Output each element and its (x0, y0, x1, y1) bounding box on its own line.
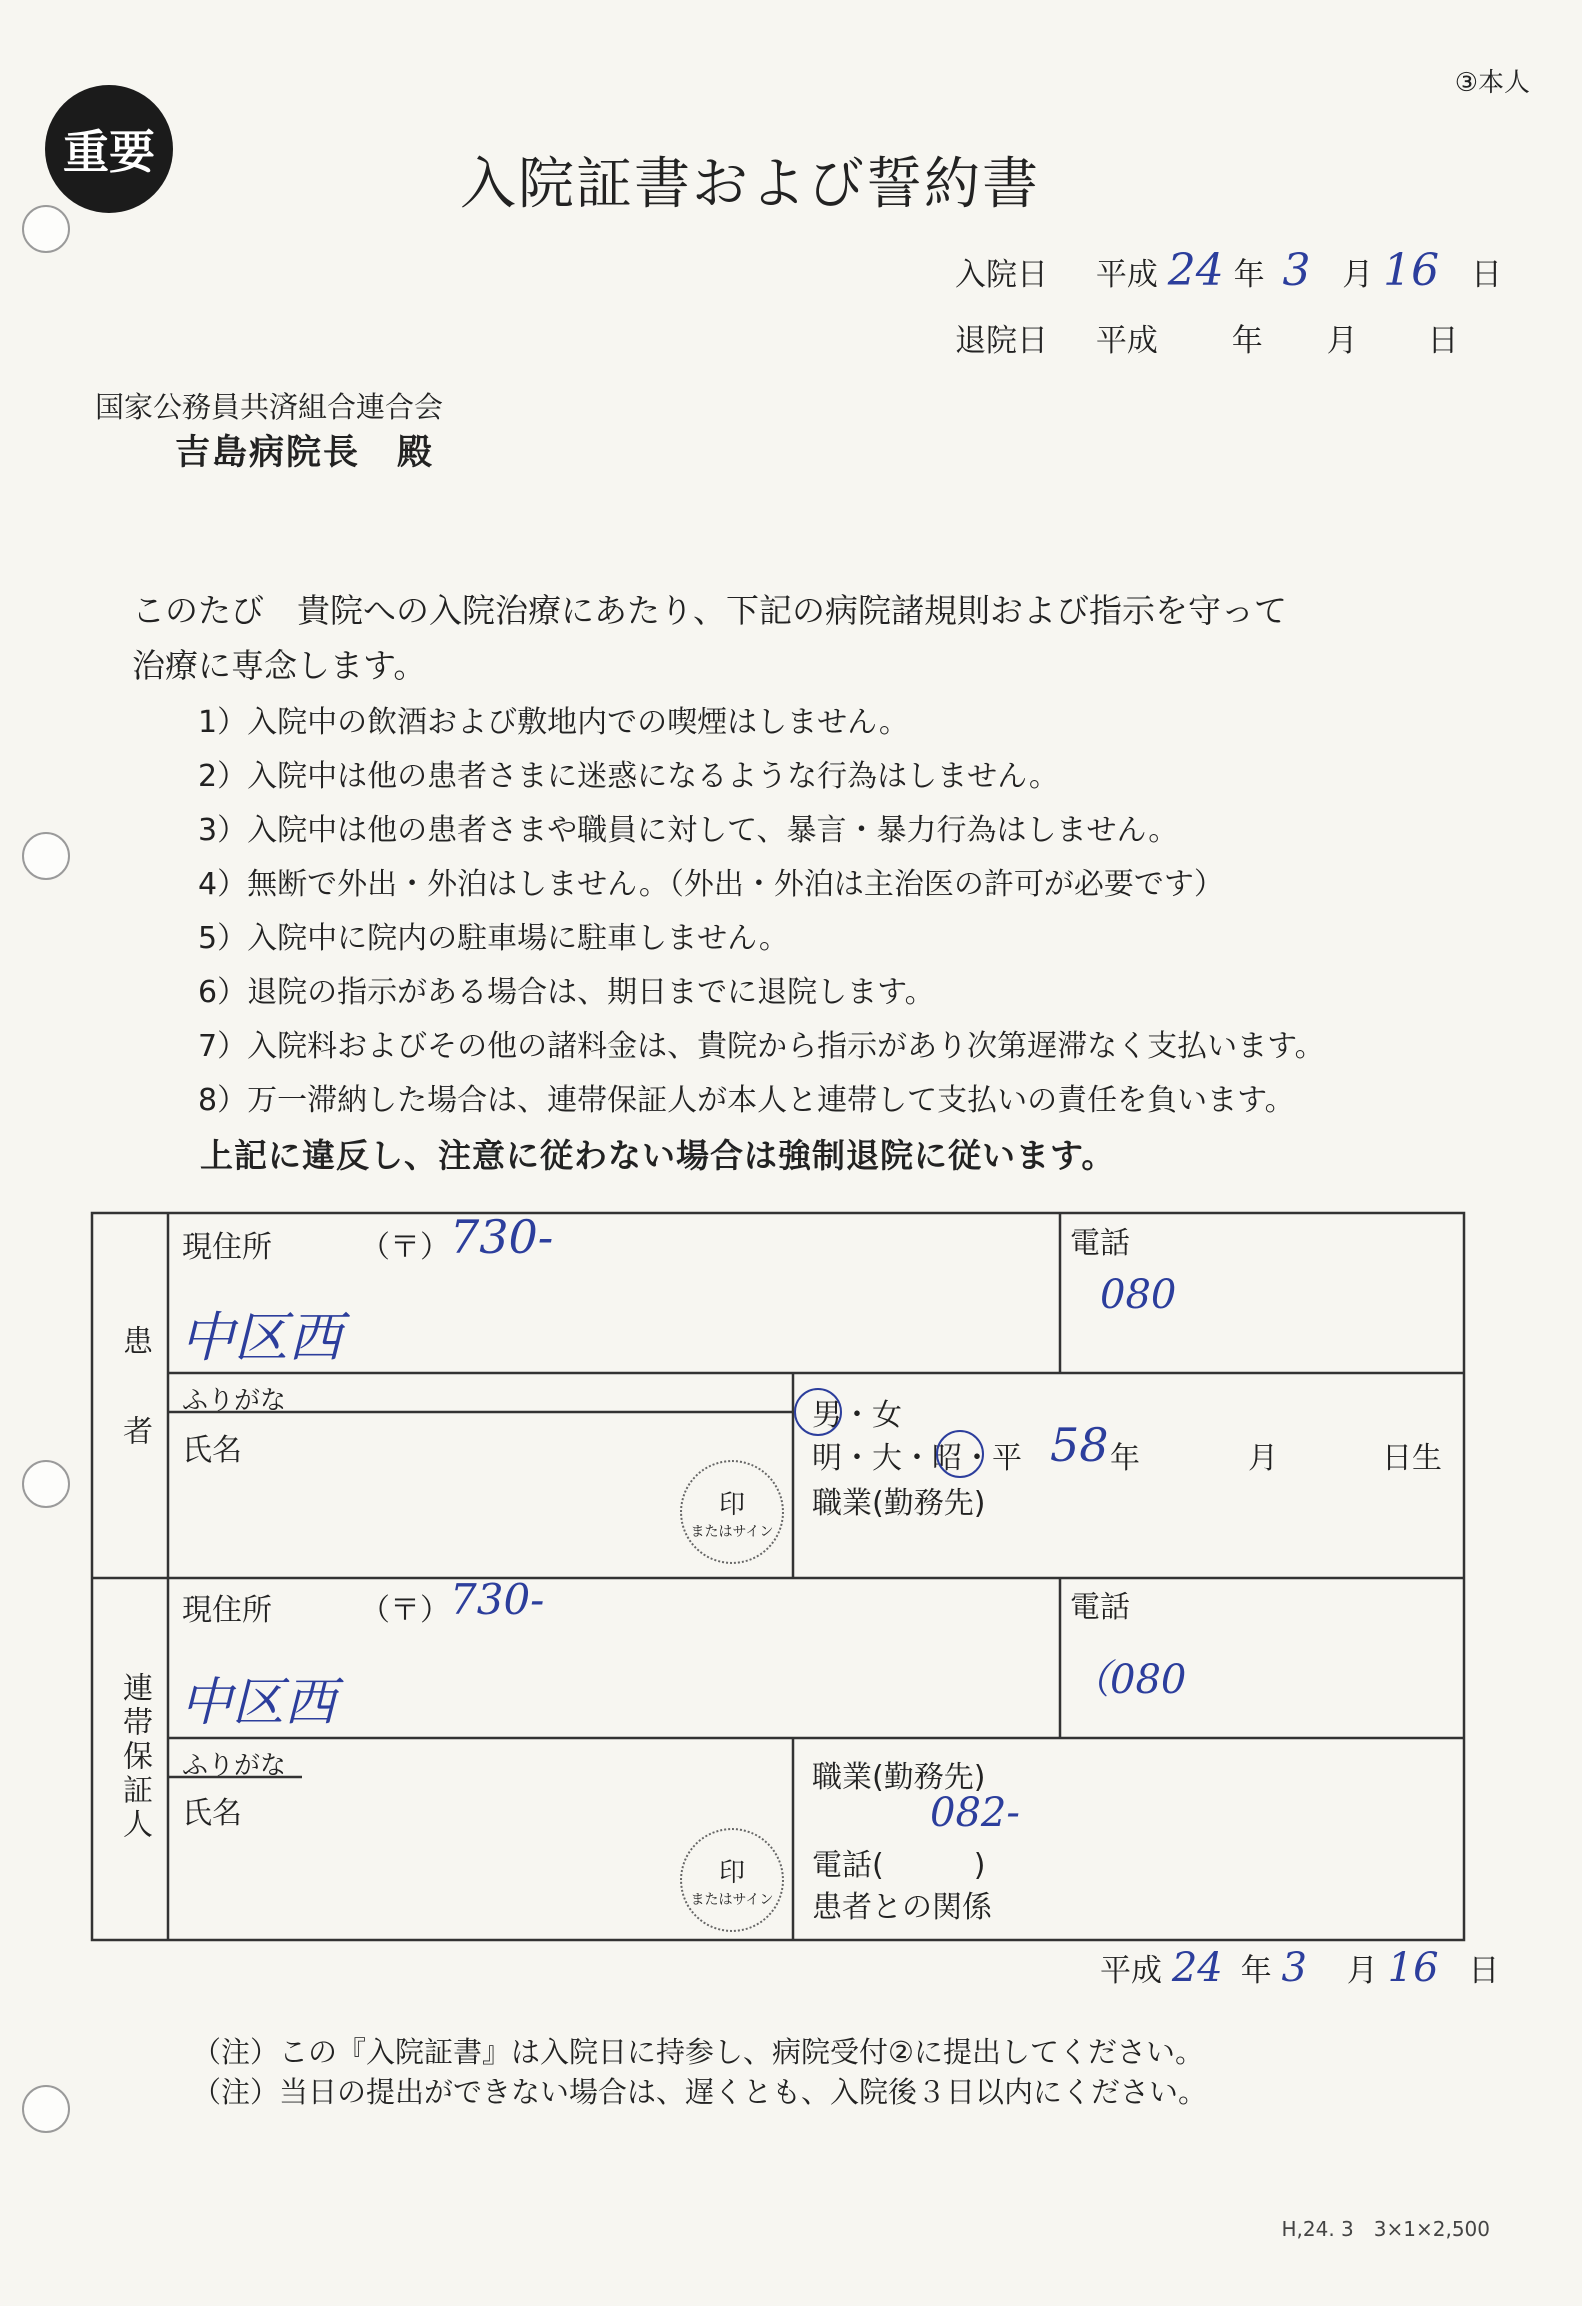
discharge-year-unit: 年 (1231, 323, 1263, 359)
guarantor-phone-label: 電話 (1070, 1590, 1130, 1625)
patient-furigana-label: ふりがな (182, 1386, 287, 1416)
sign-date (1100, 1945, 1499, 1991)
intro-line: このたび 貴院への入院治療にあたり、下記の病院諸規則および指示を守って (132, 591, 1287, 630)
patient-seal[interactable] (680, 1460, 784, 1564)
patient-era-options[interactable]: 明・大・昭・平 (812, 1441, 1022, 1476)
note-line: （注）当日の提出ができない場合は、遅くとも、入院後３日以内にください。 (192, 2075, 1208, 2109)
intro-line: 治療に専念します。 (132, 646, 427, 685)
patient-birth-year[interactable]: 58 (1050, 1418, 1109, 1472)
guarantor-work-phone-label: 電話( ) (812, 1848, 986, 1883)
sign-year[interactable]: 24 (1171, 1945, 1223, 1991)
admission-year-unit: 年 (1233, 257, 1265, 293)
birth-year-unit: 年 (1110, 1441, 1140, 1476)
rule-item: 8）万一滞納した場合は、連帯保証人が本人と連帯して支払いの責任を負います。 (198, 1083, 1295, 1118)
seal-mark: 印 (718, 1489, 745, 1520)
guarantor-phone-value[interactable]: （080 (1070, 1657, 1187, 1703)
addressee-name: 吉島病院長 殿 (175, 433, 435, 473)
discharge-label: 退院日 (955, 323, 1048, 359)
guarantor-postal-value[interactable]: 730- (450, 1575, 545, 1624)
rule-item: 4）無断で外出・外泊はしません。（外出・外泊は主治医の許可が必要です） (198, 867, 1224, 902)
guarantor-seal[interactable] (680, 1828, 784, 1932)
seal-sub: またはサイン (690, 1891, 774, 1908)
guarantor-work-phone-value[interactable]: 082- (930, 1790, 1020, 1836)
admission-day-unit: 日 (1471, 257, 1503, 293)
patient-address-label: 現住所 (182, 1230, 272, 1265)
patient-occupation-label: 職業(勤務先) (812, 1486, 986, 1521)
admission-era: 平成 (1095, 257, 1158, 293)
male-circle (794, 1388, 842, 1436)
rule-item: 5）入院中に院内の駐車場に駐車しません。 (198, 921, 789, 956)
note-line: （注）この『入院証書』は入院日に持参し、病院受付②に提出してください。 (192, 2035, 1204, 2069)
rule-item: 7）入院料およびその他の諸料金は、貴院から指示があり次第遅滞なく支払います。 (198, 1029, 1325, 1064)
sign-era: 平成 (1100, 1953, 1162, 1989)
guarantor-occupation-label: 職業(勤務先) (812, 1760, 986, 1795)
patient-phone-value[interactable]: 080 (1100, 1272, 1177, 1318)
sign-year-unit: 年 (1240, 1953, 1272, 1989)
sign-month[interactable]: 3 (1281, 1945, 1307, 1991)
copy-label: ③本人 (1454, 68, 1530, 98)
patient-postal-label: （〒） (360, 1230, 450, 1265)
guarantor-relation-label: 患者との関係 (812, 1890, 992, 1925)
discharge-day-unit: 日 (1427, 323, 1459, 359)
print-code: H,24. 3 3×1×2,500 (1281, 2217, 1490, 2241)
addressee-org: 国家公務員共済組合連合会 (95, 390, 444, 424)
birth-month-unit: 月 (1248, 1441, 1278, 1476)
patient-postal-value[interactable]: 730- (450, 1210, 554, 1264)
page-title: 入院証書および誓約書 (460, 152, 1040, 217)
important-badge: 重要 (45, 85, 173, 213)
warning-statement: 上記に違反し、注意に従わない場合は強制退院に従います。 (200, 1136, 1116, 1175)
discharge-era: 平成 (1095, 323, 1158, 359)
guarantor-address-label: 現住所 (182, 1593, 272, 1628)
showa-circle (936, 1430, 984, 1478)
sign-day-unit: 日 (1468, 1953, 1500, 1989)
guarantor-address-value[interactable]: 中区西 (180, 1673, 337, 1733)
birth-day-unit: 日生 (1382, 1441, 1442, 1476)
patient-gender[interactable]: 男・女 (812, 1398, 902, 1433)
sign-month-unit: 月 (1346, 1953, 1378, 1989)
rule-item: 2）入院中は他の患者さまに迷惑になるような行為はしません。 (198, 759, 1059, 794)
patient-name-label: 氏名 (182, 1433, 242, 1468)
admission-label: 入院日 (955, 257, 1048, 293)
guarantor-postal-label: （〒） (360, 1593, 450, 1628)
patient-section-label: 患者 (117, 1325, 152, 1505)
patient-address-value[interactable]: 中区西 (180, 1306, 342, 1369)
guarantor-name-label: 氏名 (182, 1796, 242, 1831)
admission-year: 24 (1167, 245, 1224, 296)
discharge-month-unit: 月 (1326, 323, 1358, 359)
admission-month-unit: 月 (1342, 257, 1374, 293)
admission-day: 16 (1383, 245, 1440, 296)
rule-item: 6）退院の指示がある場合は、期日までに退院します。 (198, 975, 935, 1010)
rule-item: 3）入院中は他の患者さまや職員に対して、暴言・暴力行為はしません。 (198, 813, 1179, 848)
patient-phone-label: 電話 (1070, 1226, 1130, 1261)
seal-mark: 印 (718, 1857, 745, 1888)
admission-month: 3 (1282, 245, 1311, 296)
guarantor-section-label: 連帯保証人 (117, 1672, 152, 1842)
seal-sub: またはサイン (690, 1523, 774, 1540)
sign-day[interactable]: 16 (1387, 1945, 1439, 1991)
guarantor-furigana-label: ふりがな (182, 1751, 287, 1781)
rule-item: 1）入院中の飲酒および敷地内での喫煙はしません。 (198, 705, 909, 740)
